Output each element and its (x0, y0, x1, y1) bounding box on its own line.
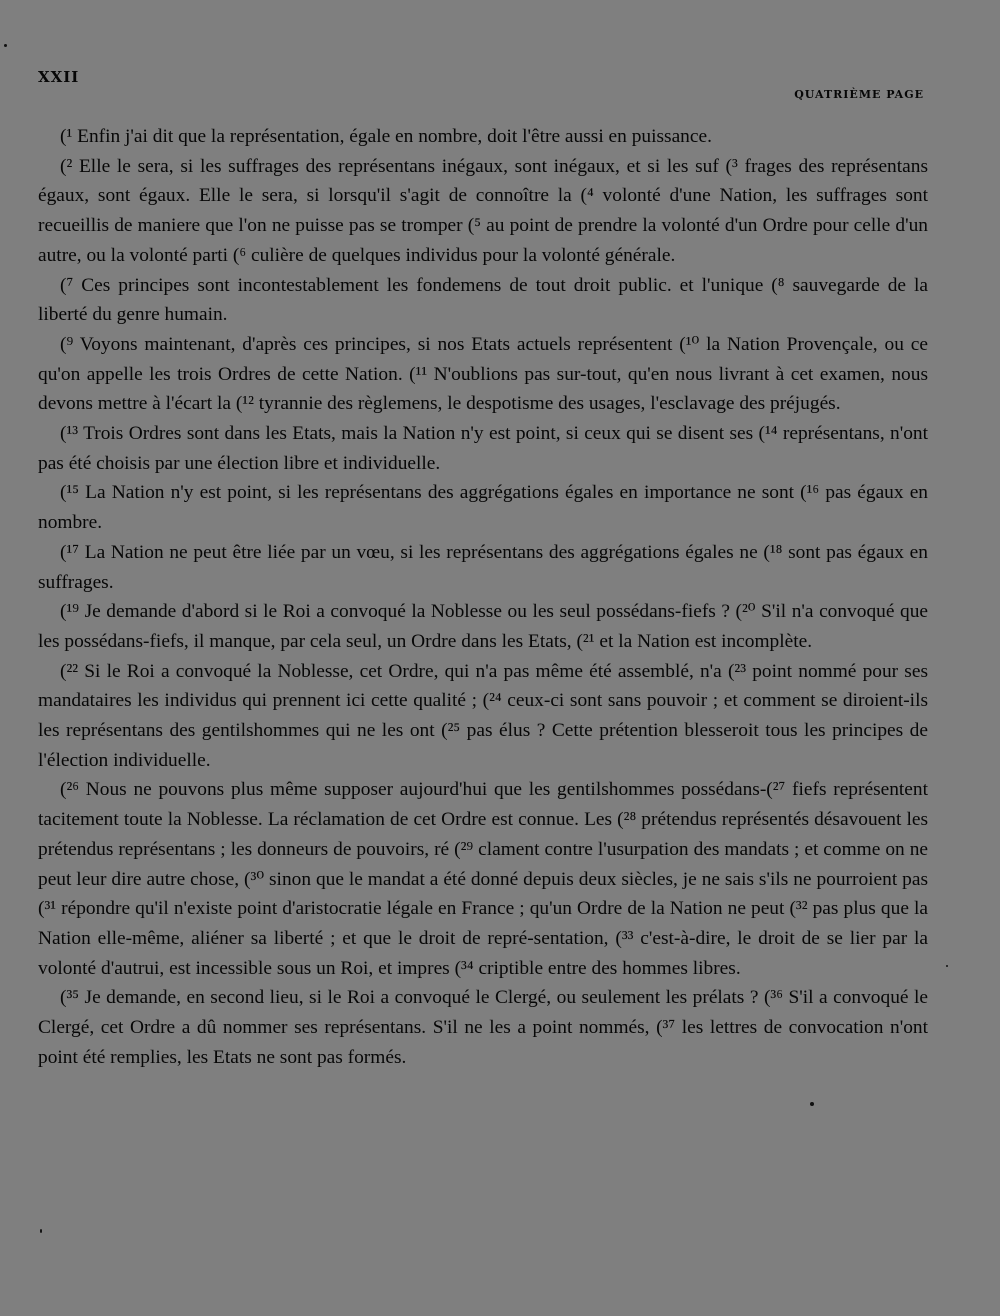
paragraph-8: (¹⁹ Je demande d'abord si le Roi a convoqué la Noblesse ou les seul possédans-fiefs ? (²⁰ S'il n'a convoqué que les possédans-fiefs, il manque, par cela seul, un Ordre dans les Etats, (²¹ et la Nation est incomplète. (38, 601, 928, 652)
paragraph-9: (²² Si le Roi a convoqué la Noblesse, cet Ordre, qui n'a pas même été assemblé, n'a (²³ point nommé pour ses mandataires les individus qui prennent ici cette qualité ; (²⁴ ceux-ci sont sans pouvoir ; et comment se diroient-ils les représentans des gentilshommes qui ne les ont (²⁵ pas élus ? Cette prétention blesseroit tous les principes de l'élection individuelle. (38, 660, 928, 771)
scan-speck (4, 44, 7, 47)
paragraph-4: (⁹ Voyons maintenant, d'après ces principes, si nos Etats actuels représentent (¹⁰ la Nation Provençale, ou ce qu'on appelle les trois Ordres de cette Nation. (¹¹ N'oublions pas sur-tout, qu'en nous livrant à cet examen, nous devons mettre à l'écart la (¹² tyrannie des règlemens, le despotisme des usages, l'esclavage des préjugés. (38, 333, 928, 415)
paragraph-2: (² Elle le sera, si les suffrages des représentans inégaux, sont inégaux, et si les suf (³ frages des représentans égaux, sont égaux. Elle le sera, si lorsqu'il s'agit de connoître la (⁴ volonté d'une Nation, les suffrages sont recueillis de maniere que l'on ne puisse pas se tromper (⁵ au point de prendre la volonté d'un Ordre pour celle d'un autre, ou la volonté parti (⁶ culière de quelques individus pour la volonté générale. (38, 155, 928, 266)
body-text (38, 122, 928, 1073)
paragraph-7: (¹⁷ La Nation ne peut être liée par un vœu, si les représentans des aggrégations égales ne (¹⁸ sont pas égaux en suffrages. (38, 541, 928, 593)
paragraph-5: (¹³ Trois Ordres sont dans les Etats, mais la Nation n'y est point, si ceux qui se disent ses (¹⁴ représentans, n'ont pas été choisis par une élection libre et individuelle. (38, 423, 928, 474)
paragraph-6: (¹⁵ La Nation n'y est point, si les représentans des aggrégations égales en importance ne sont (¹⁶ pas égaux en nombre. (38, 482, 928, 534)
paragraph-1: (¹ Enfin j'ai dit que la représentation, égale en nombre, doit l'être aussi en puissance. (60, 126, 712, 147)
scan-speck (40, 1229, 42, 1233)
scan-speck (810, 1102, 814, 1106)
paragraph-11: (³⁵ Je demande, en second lieu, si le Roi a convoqué le Clergé, ou seulement les prélats ? (³⁶ S'il a convoqué le Clergé, cet Ordre a dû nommer ses représentans. S'il ne les a point nommés, (³⁷ les lettres de convocation n'ont point été remplies, les Etats ne sont pas formés. (38, 987, 928, 1068)
running-head: QUATRIÈME PAGE (794, 88, 924, 101)
page-number: XXII (38, 68, 80, 86)
paragraph-10: (²⁶ Nous ne pouvons plus même supposer aujourd'hui que les gentilshommes possédans-(²⁷ fiefs représentent tacitement toute la Noblesse. La réclamation de cet Ordre est connue. Les (²⁸ prétendus représentés désavouent les prétendus représentans ; les donneurs de pouvoirs, ré (²⁹ clament contre l'usurpation des mandats ; et comme on ne peut leur dire autre chose, (³⁰ sinon que le mandat a été donné depuis deux siècles, je ne sais s'ils ne pourroient pas (³¹ répondre qu'il n'existe point d'aristocratie légale en France ; qu'un Ordre de la Nation ne peut (³² pas plus que la Nation elle-même, aliéner sa liberté ; et que le droit de repré-sentation, (³³ c'est-à-dire, le droit de se lier par la volonté d'autrui, est incessible sous un Roi, et impres (³⁴ criptible entre des hommes libres. (38, 779, 928, 979)
scan-speck (946, 965, 948, 967)
paragraph-3: (⁷ Ces principes sont incontestablement les fondemens de tout droit public. et l'unique (⁸ sauvegarde de la liberté du genre humain. (38, 274, 928, 326)
